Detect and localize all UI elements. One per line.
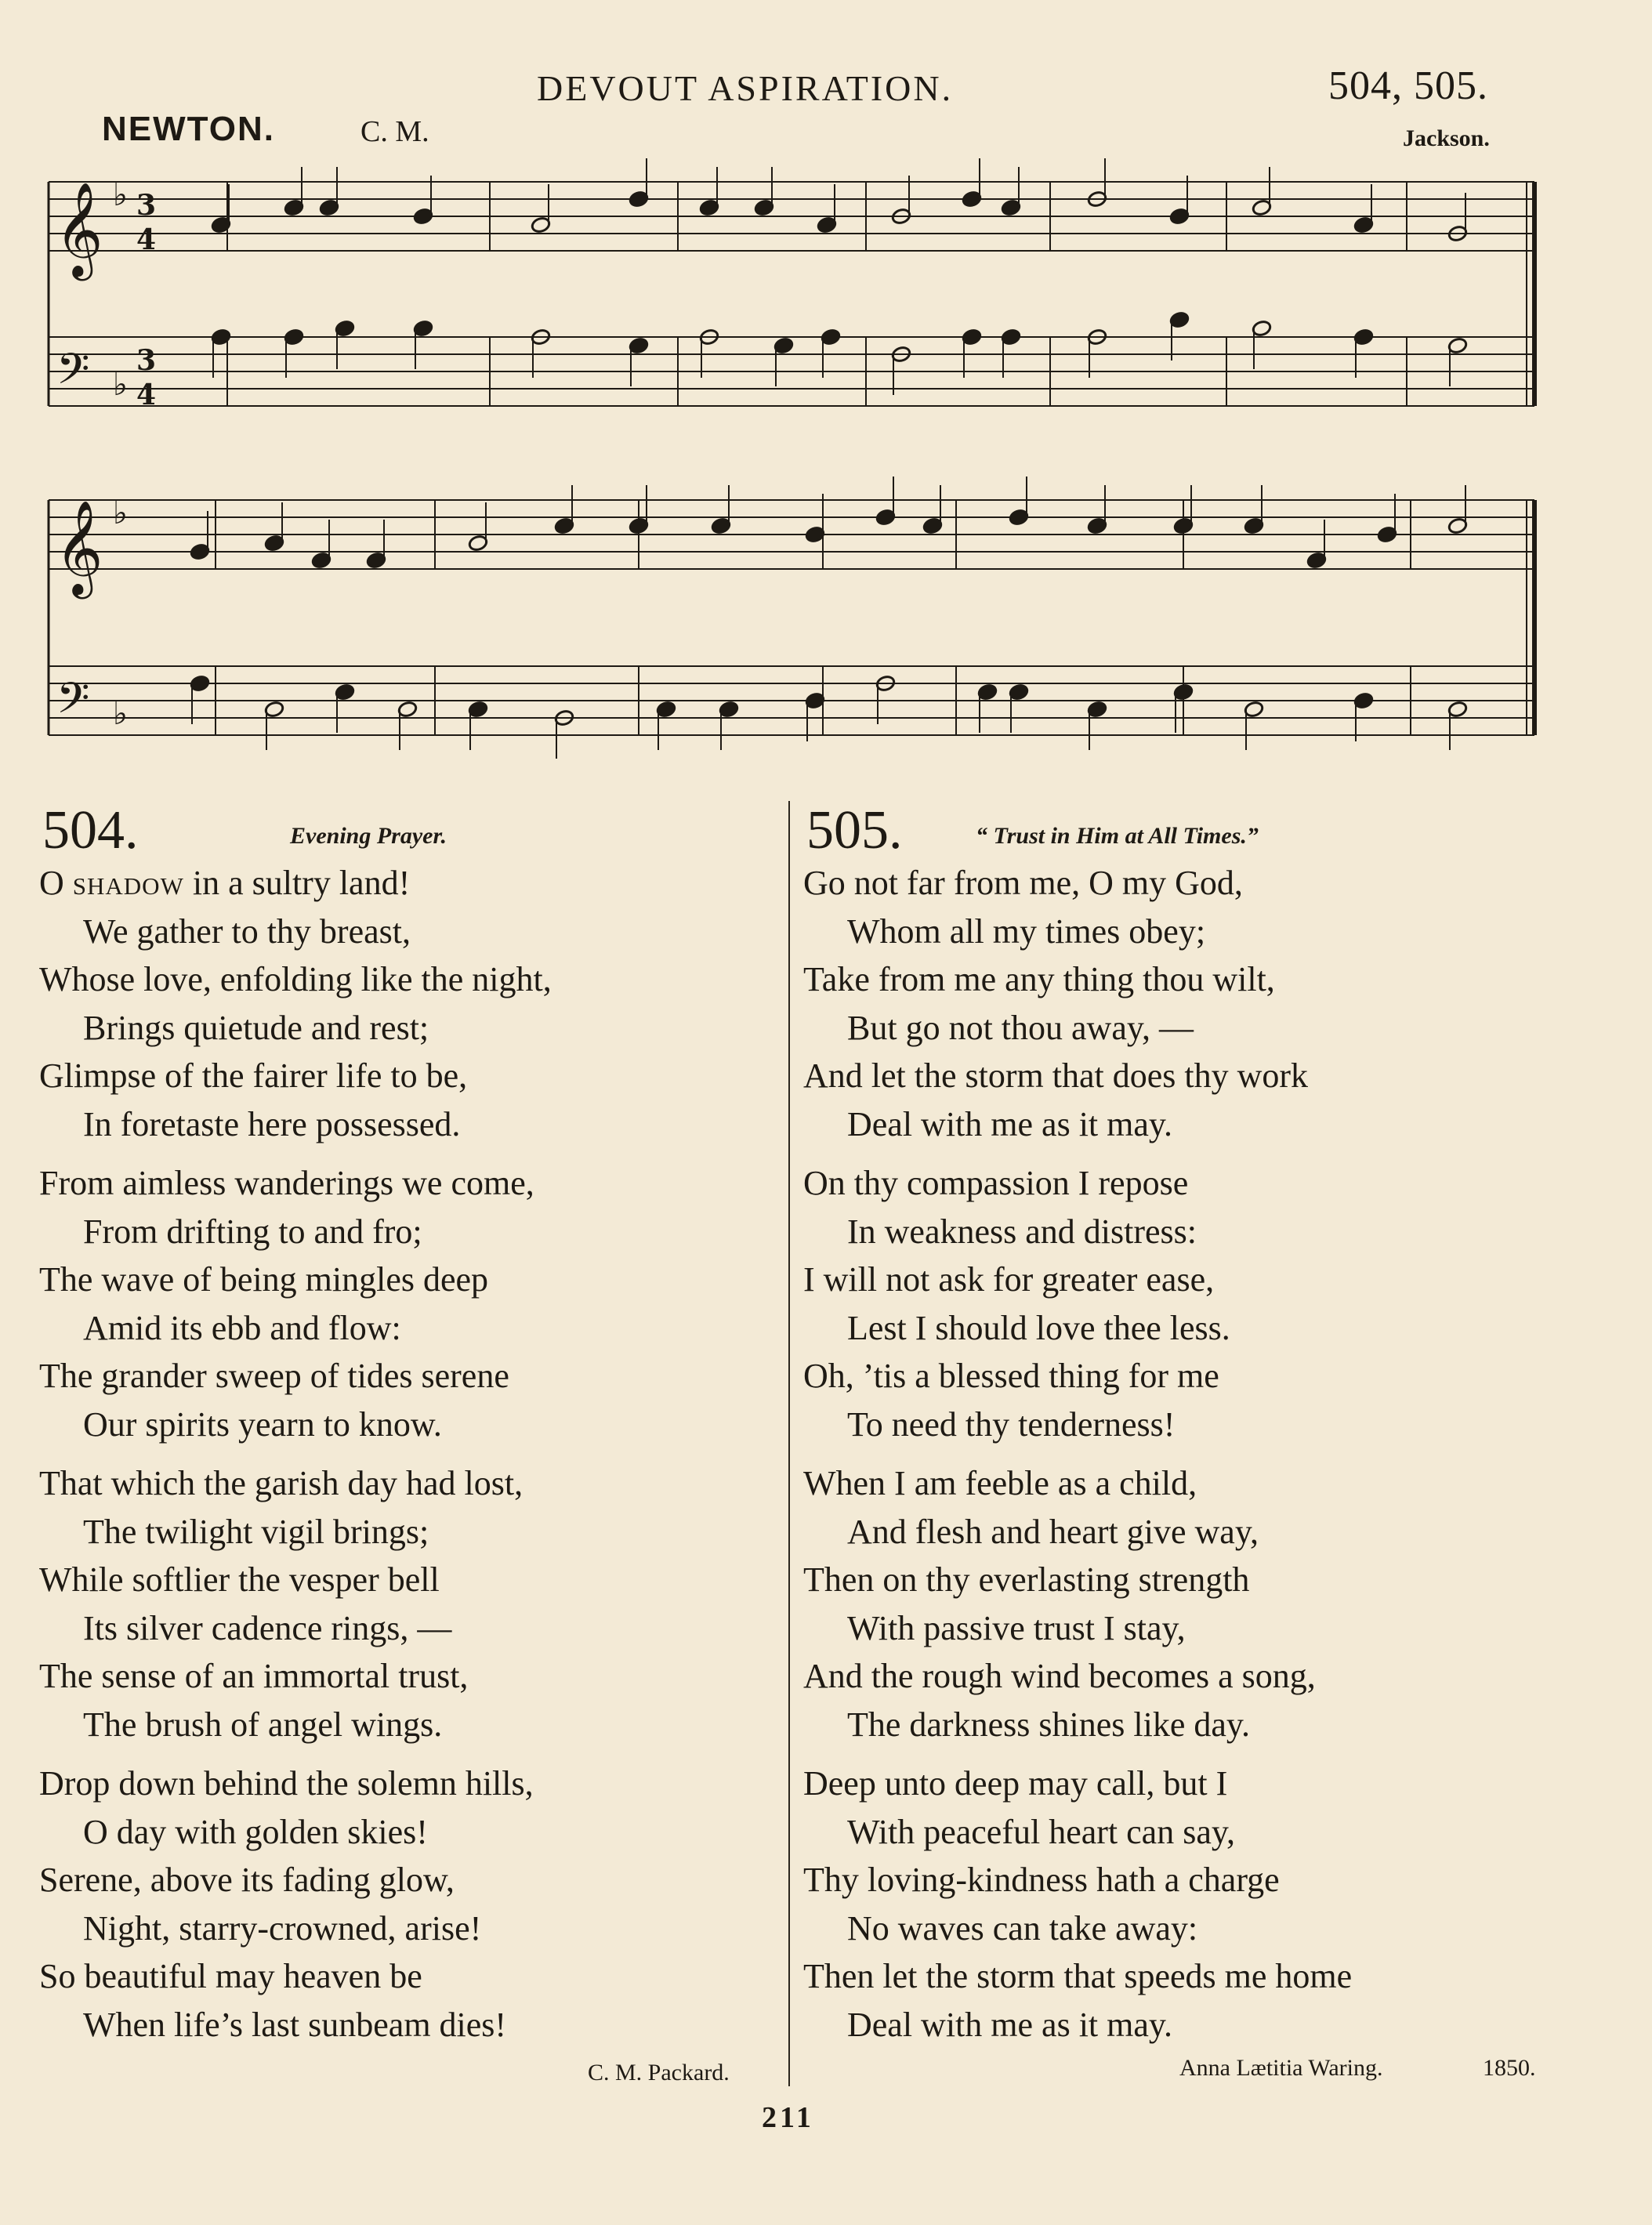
stanza	[803, 1759, 1618, 2049]
bass-clef-icon: 𝄢	[56, 673, 90, 734]
hymn-line: When life’s last sunbeam dies!	[83, 2005, 507, 2044]
hymn-line: The sense of an immortal trust,	[39, 1657, 469, 1695]
hymn-line: Our spirits yearn to know.	[83, 1404, 442, 1444]
hymn-line: And flesh and heart give way,	[847, 1512, 1259, 1551]
hymn-line: Deal with me as it may.	[847, 2005, 1173, 2044]
hymn-line: With peaceful heart can say,	[847, 1812, 1235, 1851]
hymn-line: On thy compassion I repose	[803, 1164, 1189, 1202]
hymn-line: O day with golden skies!	[83, 1812, 428, 1851]
hymn-line: And let the storm that does thy work	[803, 1056, 1309, 1095]
author-505: Anna Lætitia Waring.	[1179, 2055, 1383, 2081]
hymn-line: Then let the storm that speeds me home	[803, 1957, 1353, 1995]
hymn-line: Drop down behind the solemn hills,	[39, 1764, 534, 1803]
hymn-line: O shadow in a sultry land!	[39, 864, 411, 902]
column-divider	[788, 801, 790, 2086]
flat-icon: ♭	[113, 177, 128, 213]
hymn-line: Glimpse of the fairer life to be,	[39, 1056, 468, 1095]
hymn-line: With passive trust I stay,	[847, 1608, 1186, 1647]
music-system-1	[49, 158, 1534, 411]
hymn-504-heading	[39, 799, 776, 859]
small-caps-word: shadow	[72, 864, 184, 902]
flat-icon: ♭	[113, 367, 128, 403]
hymn-subtitle: “ Trust in Him at All Times.”	[976, 823, 1259, 849]
hymn-line: Thy loving-kindness hath a charge	[803, 1861, 1280, 1899]
composer: Jackson.	[1403, 125, 1490, 151]
hymn-line: While softlier the vesper bell	[39, 1560, 440, 1599]
stanza	[39, 859, 776, 1148]
hymn-line: Take from me any thing thou wilt,	[803, 960, 1275, 998]
music-score	[0, 0, 1652, 784]
bass-clef-icon: 𝄢	[56, 344, 90, 404]
hymn-505-text	[803, 859, 1618, 2049]
tune-name: NEWTON.	[102, 110, 275, 148]
time-signature-bottom: 4	[136, 379, 157, 411]
hymn-line: Whom all my times obey;	[847, 911, 1206, 951]
hymn-line: The darkness shines like day.	[847, 1705, 1251, 1744]
hymn-subtitle: Evening Prayer.	[290, 823, 447, 849]
hymn-line: That which the garish day had lost,	[39, 1464, 523, 1502]
flat-icon: ♭	[113, 495, 128, 531]
hymn-line: Amid its ebb and flow:	[83, 1308, 401, 1347]
time-signature-bottom: 4	[136, 223, 157, 256]
treble-clef-icon: 𝄞	[55, 181, 103, 277]
hymn-505	[803, 799, 1618, 2060]
hymn-505-heading	[803, 799, 1618, 859]
hymn-504	[39, 799, 776, 2060]
hymn-line: When I am feeble as a child,	[803, 1464, 1197, 1502]
hymn-number: 504.	[42, 800, 139, 861]
hymn-line: I will not ask for greater ease,	[803, 1260, 1215, 1299]
hymn-line: The grander sweep of tides serene	[39, 1357, 509, 1395]
time-signature-top: 3	[136, 189, 157, 222]
hymn-line: And the rough wind becomes a song,	[803, 1657, 1316, 1695]
hymn-line: Lest I should love thee less.	[847, 1308, 1230, 1347]
hymn-line: Whose love, enfolding like the night,	[39, 960, 552, 998]
flat-icon: ♭	[113, 696, 128, 732]
stanza	[803, 1459, 1618, 1748]
hymn-line: So beautiful may heaven be	[39, 1957, 422, 1995]
hymn-line: Deep unto deep may call, but I	[803, 1764, 1228, 1803]
hymn-line: Serene, above its fading glow,	[39, 1861, 455, 1899]
meter: C. M.	[360, 115, 429, 148]
year-505: 1850.	[1483, 2055, 1536, 2081]
hymn-line: We gather to thy breast,	[83, 911, 411, 951]
stanza	[39, 1759, 776, 2049]
hymn-504-text	[39, 859, 776, 2049]
hymn-line: To need thy tenderness!	[847, 1404, 1176, 1444]
stanza	[803, 859, 1618, 1148]
hymn-line: From aimless wanderings we come,	[39, 1164, 534, 1202]
stanza	[803, 1159, 1618, 1448]
time-signature-top: 3	[136, 344, 157, 377]
hymn-line: Deal with me as it may.	[847, 1104, 1173, 1143]
hymn-line: Then on thy everlasting strength	[803, 1560, 1250, 1599]
hymn-line: The brush of angel wings.	[83, 1705, 443, 1744]
treble-clef-icon: 𝄞	[55, 499, 103, 595]
hymn-line: In weakness and distress:	[847, 1212, 1197, 1251]
hymn-line: No waves can take away:	[847, 1908, 1198, 1948]
hymn-line: In foretaste here possessed.	[83, 1104, 461, 1143]
hymn-line: Oh, ’tis a blessed thing for me	[803, 1357, 1219, 1395]
running-title: DEVOUT ASPIRATION.	[537, 68, 954, 108]
stanza	[39, 1159, 776, 1448]
hymn-line: From drifting to and fro;	[83, 1212, 422, 1251]
hymn-line: But go not thou away, —	[847, 1008, 1194, 1047]
hymn-line: The twilight vigil brings;	[83, 1512, 429, 1551]
hymn-line: Night, starry-crowned, arise!	[83, 1908, 482, 1948]
author-504: C. M. Packard.	[588, 2060, 730, 2085]
hymn-numbers: 504, 505.	[1328, 63, 1488, 108]
music-system-2	[49, 477, 1534, 759]
hymn-line: Brings quietude and rest;	[83, 1008, 429, 1047]
stanza	[39, 1459, 776, 1748]
hymn-line: Its silver cadence rings, —	[83, 1608, 452, 1647]
hymn-line: Go not far from me, O my God,	[803, 864, 1243, 902]
page-number: 211	[762, 2101, 814, 2134]
hymn-line: The wave of being mingles deep	[39, 1260, 489, 1299]
hymn-number: 505.	[806, 800, 903, 861]
